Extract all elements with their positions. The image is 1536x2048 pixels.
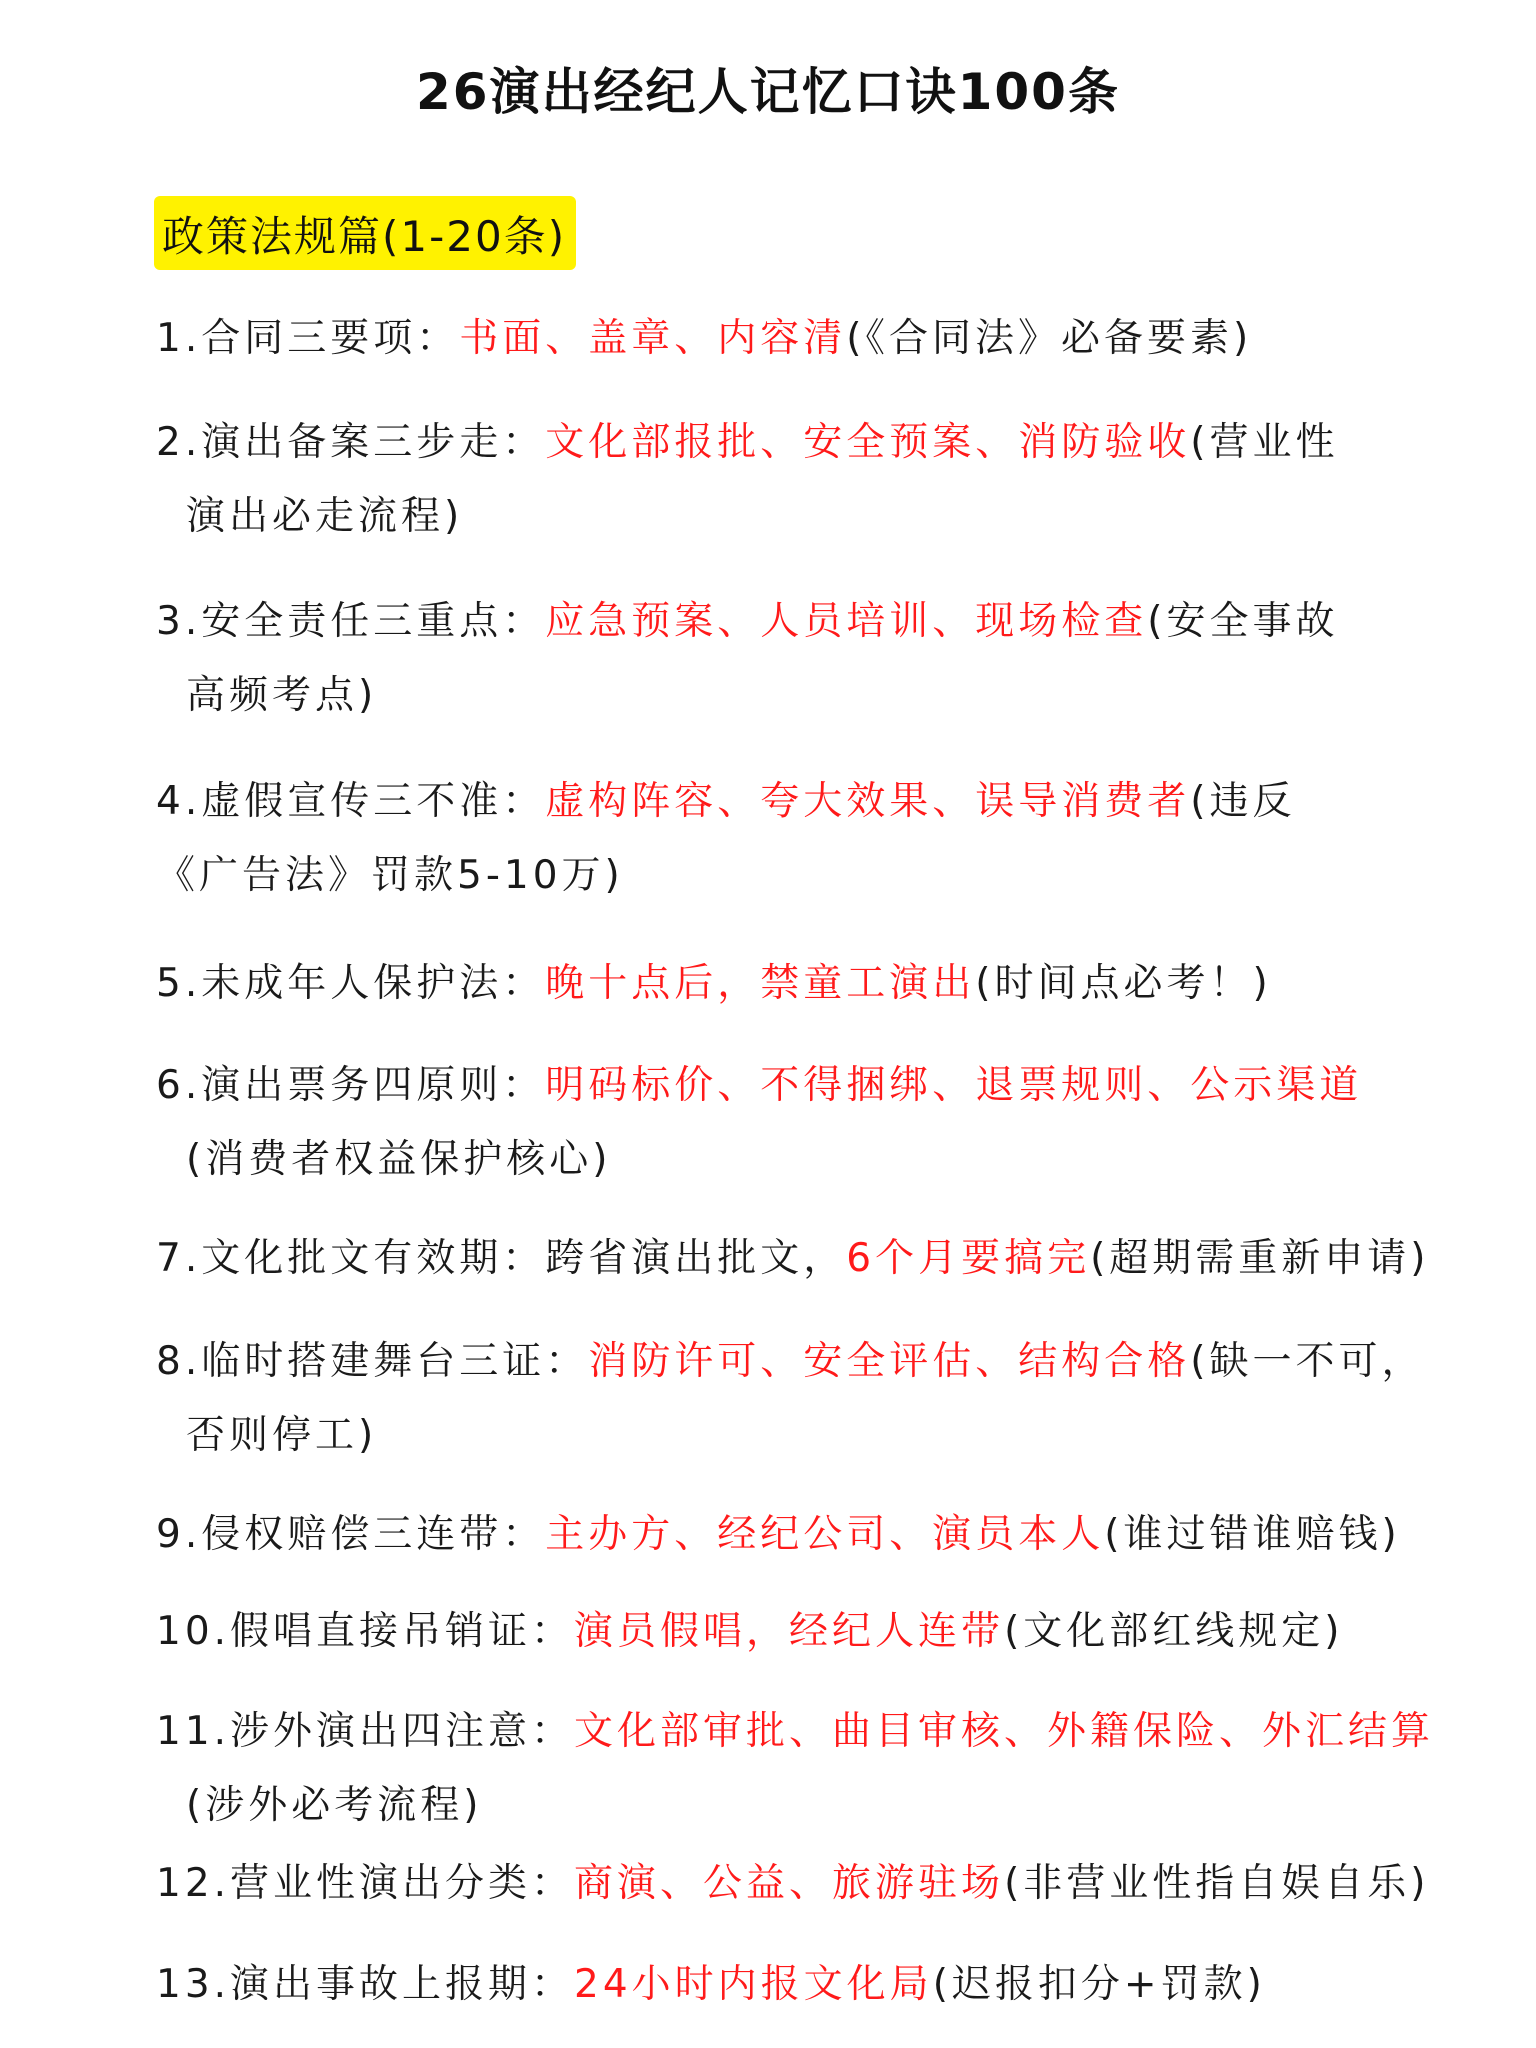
item-keywords: 消防许可、安全评估、结构合格 [588, 1339, 1191, 1384]
item-number: 9. [156, 1512, 202, 1557]
item-heading: 未成年人保护法： [201, 961, 546, 1006]
item-note-continued: 演出必走流程) [186, 494, 464, 539]
item-keywords: 商演、公益、旅游驻场 [574, 1861, 1005, 1906]
item-keywords: 书面、盖章、内容清 [459, 316, 847, 361]
item-note: (营业性 [1190, 420, 1339, 465]
item-number: 6. [156, 1063, 202, 1108]
list-item-12 [156, 1847, 1446, 1921]
item-heading: 虚假宣传三不准： [201, 779, 546, 824]
section-heading-policy: 政策法规篇(1-20条) [154, 196, 576, 270]
item-note: (安全事故 [1147, 599, 1339, 644]
list-item-10 [156, 1595, 1446, 1669]
list-item-5 [156, 947, 1446, 1021]
list-item-4 [156, 765, 1446, 913]
item-note: (超期需重新申请) [1090, 1236, 1430, 1281]
item-number: 13. [156, 1962, 231, 2007]
item-heading: 侵权赔偿三连带： [201, 1512, 546, 1557]
item-number: 3. [156, 599, 202, 644]
item-note: (文化部红线规定) [1004, 1609, 1344, 1654]
item-note-continued: 否则停工) [186, 1413, 378, 1458]
item-note: (迟报扣分+罚款) [932, 1962, 1266, 2007]
list-item-3 [156, 585, 1446, 733]
list-item-13 [156, 1948, 1446, 2022]
item-note-continued: (消费者权益保护核心) [186, 1137, 612, 1182]
item-heading: 演出备案三步走： [201, 420, 546, 465]
item-note-continued: (涉外必考流程) [186, 1783, 483, 1828]
item-keywords: 演员假唱，经纪人连带 [574, 1609, 1005, 1654]
page-title: 26演出经纪人记忆口诀100条 [416, 63, 1120, 121]
item-heading: 安全责任三重点： [201, 599, 546, 644]
item-lead-text: 跨省演出批文， [545, 1236, 847, 1281]
item-heading: 演出事故上报期： [230, 1962, 575, 2007]
item-note-continued: 高频考点) [186, 673, 378, 718]
item-note: (《合同法》必备要素) [846, 316, 1253, 361]
item-note-continued: 《广告法》罚款5-10万) [156, 853, 624, 898]
item-number: 5. [156, 961, 202, 1006]
item-heading: 演出票务四原则： [201, 1063, 546, 1108]
item-note: (时间点必考！) [975, 961, 1272, 1006]
list-item-2 [156, 406, 1446, 554]
item-keywords: 文化部报批、安全预案、消防验收 [545, 420, 1191, 465]
item-number: 7. [156, 1236, 202, 1281]
list-item-8 [156, 1325, 1446, 1473]
item-number: 8. [156, 1339, 202, 1384]
item-number: 2. [156, 420, 202, 465]
item-note: (谁过错谁赔钱) [1104, 1512, 1401, 1557]
item-keywords: 虚构阵容、夸大效果、误导消费者 [545, 779, 1191, 824]
list-item-9 [156, 1498, 1446, 1572]
item-heading: 涉外演出四注意： [230, 1709, 575, 1754]
item-heading: 文化批文有效期： [201, 1236, 546, 1281]
item-number: 11. [156, 1709, 231, 1754]
item-number: 12. [156, 1861, 231, 1906]
item-number: 4. [156, 779, 202, 824]
list-item-6 [156, 1049, 1446, 1197]
item-note: (非营业性指自娱自乐) [1004, 1861, 1430, 1906]
list-item-1 [156, 302, 1446, 376]
item-keywords: 24小时内报文化局 [574, 1962, 933, 2007]
item-note: (缺一不可， [1190, 1339, 1425, 1384]
item-number: 10. [156, 1609, 231, 1654]
list-item-7 [156, 1222, 1446, 1296]
item-heading: 合同三要项： [201, 316, 460, 361]
item-heading: 营业性演出分类： [230, 1861, 575, 1906]
item-keywords: 文化部审批、曲目审核、外籍保险、外汇结算 [574, 1709, 1435, 1754]
list-item-11 [156, 1695, 1446, 1843]
item-number: 1. [156, 316, 202, 361]
item-heading: 假唱直接吊销证： [230, 1609, 575, 1654]
item-keywords: 6个月要搞完 [846, 1236, 1091, 1281]
item-keywords: 应急预案、人员培训、现场检查 [545, 599, 1148, 644]
item-note: (违反 [1190, 779, 1296, 824]
item-keywords: 主办方、经纪公司、演员本人 [545, 1512, 1105, 1557]
item-keywords: 明码标价、不得捆绑、退票规则、公示渠道 [545, 1063, 1363, 1108]
item-keywords: 晚十点后，禁童工演出 [545, 961, 976, 1006]
item-heading: 临时搭建舞台三证： [201, 1339, 589, 1384]
